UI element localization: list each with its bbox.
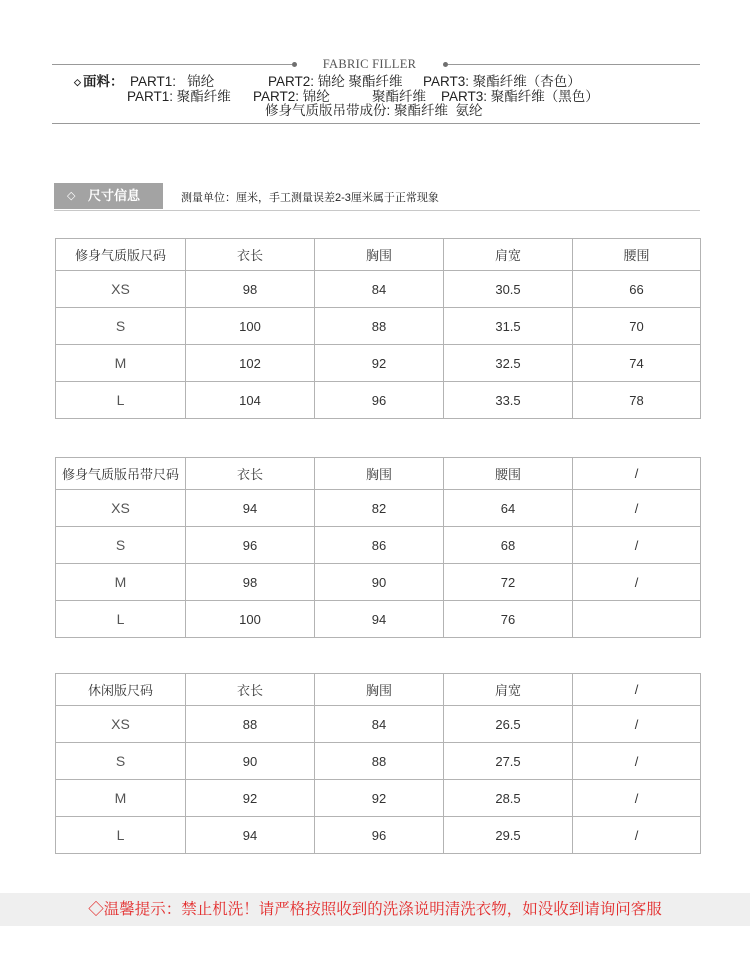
header-rule-left (52, 64, 292, 65)
measurement-column-header: 肩宽 (444, 674, 573, 706)
diamond-icon: ◇ (74, 77, 81, 87)
measurement-value: 27.5 (444, 743, 573, 780)
measurement-note: 测量单位：厘米，手工测量误差2-3厘米属于正常现象 (181, 192, 439, 204)
washing-notice (0, 893, 750, 926)
measurement-value: 84 (315, 706, 444, 743)
measurement-value: 98 (186, 271, 315, 308)
fabric-part: PART3: 聚酯纤维（黑色） (441, 89, 599, 104)
slim-strap-size-table (55, 457, 701, 638)
table-row (56, 490, 701, 527)
measurement-value: 68 (444, 527, 573, 564)
measurement-column-header: 肩宽 (444, 239, 573, 271)
measurement-column-header: 胸围 (315, 458, 444, 490)
size-label: L (56, 601, 186, 638)
measurement-value: 94 (315, 601, 444, 638)
measurement-value: 72 (444, 564, 573, 601)
measurement-value: 30.5 (444, 271, 573, 308)
measurement-value: 92 (315, 780, 444, 817)
measurement-value: 100 (186, 308, 315, 345)
table-row (56, 527, 701, 564)
diamond-icon: ◇ (67, 190, 76, 202)
measurement-value: 102 (186, 345, 315, 382)
dot-icon (292, 62, 297, 67)
measurement-value: / (573, 780, 701, 817)
size-label: S (56, 308, 186, 345)
table-row (56, 743, 701, 780)
measurement-value: 92 (315, 345, 444, 382)
measurement-column-header: 腰围 (444, 458, 573, 490)
fabric-part: PART1: 聚酯纤维 (127, 89, 231, 104)
measurement-value: 96 (315, 817, 444, 854)
table-row (56, 780, 701, 817)
measurement-value: 94 (186, 490, 315, 527)
fabric-part: 聚酯纤维 (372, 89, 426, 104)
measurement-column-header: 衣长 (186, 674, 315, 706)
measurement-value (573, 601, 701, 638)
measurement-column-header: / (573, 674, 701, 706)
measurement-value: 88 (315, 308, 444, 345)
size-info-rule (54, 210, 700, 211)
measurement-value: 88 (186, 706, 315, 743)
measurement-value: 26.5 (444, 706, 573, 743)
size-label: S (56, 527, 186, 564)
size-label: L (56, 817, 186, 854)
table-body (56, 239, 701, 419)
table-header-row (56, 458, 701, 490)
fabric-part: PART2: 锦纶 (253, 89, 330, 104)
measurement-value: 88 (315, 743, 444, 780)
diamond-icon: ◇ (88, 901, 104, 918)
table-header-row (56, 239, 701, 271)
fabric-part: PART1: 锦纶 (130, 74, 215, 89)
size-label: S (56, 743, 186, 780)
measurement-column-header: / (573, 458, 701, 490)
measurement-column-header: 衣长 (186, 458, 315, 490)
measurement-value: 98 (186, 564, 315, 601)
measurement-value: 76 (444, 601, 573, 638)
measurement-column-header: 胸围 (315, 239, 444, 271)
size-label: XS (56, 271, 186, 308)
slim-size-table (55, 238, 701, 419)
measurement-value: 86 (315, 527, 444, 564)
measurement-value: 92 (186, 780, 315, 817)
measurement-value: 31.5 (444, 308, 573, 345)
size-info-badge (54, 183, 163, 209)
casual-size-table (55, 673, 701, 854)
measurement-value: 64 (444, 490, 573, 527)
measurement-value: 96 (315, 382, 444, 419)
fabric-label: 面料： (83, 74, 124, 89)
table-row (56, 345, 701, 382)
measurement-value: / (573, 706, 701, 743)
table-row (56, 308, 701, 345)
measurement-value: 96 (186, 527, 315, 564)
measurement-value: / (573, 817, 701, 854)
measurement-value: 84 (315, 271, 444, 308)
measurement-value: 90 (315, 564, 444, 601)
table-body (56, 674, 701, 854)
table-row (56, 382, 701, 419)
measurement-value: 29.5 (444, 817, 573, 854)
measurement-value: 32.5 (444, 345, 573, 382)
table-row (56, 601, 701, 638)
fabric-part: PART3: 聚酯纤维（杏色） (423, 74, 581, 89)
table-header-row (56, 674, 701, 706)
measurement-value: 33.5 (444, 382, 573, 419)
size-label: M (56, 564, 186, 601)
measurement-value: 94 (186, 817, 315, 854)
measurement-column-header: 胸围 (315, 674, 444, 706)
fabric-section-title: FABRIC FILLER (300, 56, 439, 72)
strap-fabric-composition: 修身气质版吊带成份: 聚酯纤维 氨纶 (265, 103, 483, 118)
table-row (56, 271, 701, 308)
size-column-header: 休闲版尺码 (56, 674, 186, 706)
header-rule-right (448, 64, 700, 65)
size-label: M (56, 780, 186, 817)
table-row (56, 817, 701, 854)
measurement-value: 70 (573, 308, 701, 345)
measurement-value: 100 (186, 601, 315, 638)
fabric-bottom-rule (52, 123, 700, 124)
size-label: XS (56, 490, 186, 527)
measurement-value: 78 (573, 382, 701, 419)
measurement-value: / (573, 490, 701, 527)
measurement-value: 90 (186, 743, 315, 780)
table-row (56, 564, 701, 601)
size-column-header: 修身气质版吊带尺码 (56, 458, 186, 490)
size-label: L (56, 382, 186, 419)
size-label: XS (56, 706, 186, 743)
measurement-column-header: 衣长 (186, 239, 315, 271)
size-info-label: 尺寸信息 (88, 188, 141, 203)
measurement-value: 66 (573, 271, 701, 308)
size-column-header: 修身气质版尺码 (56, 239, 186, 271)
measurement-value: / (573, 743, 701, 780)
measurement-value: 82 (315, 490, 444, 527)
table-body (56, 458, 701, 638)
fabric-part: PART2: 锦纶 聚酯纤维 (268, 74, 403, 89)
measurement-value: / (573, 527, 701, 564)
table-row (56, 706, 701, 743)
measurement-value: 104 (186, 382, 315, 419)
measurement-column-header: 腰围 (573, 239, 701, 271)
washing-notice-text: 温馨提示：禁止机洗！请严格按照收到的洗涤说明清洗衣物，如没收到请询问客服 (103, 901, 662, 918)
measurement-value: / (573, 564, 701, 601)
measurement-value: 28.5 (444, 780, 573, 817)
measurement-value: 74 (573, 345, 701, 382)
size-label: M (56, 345, 186, 382)
